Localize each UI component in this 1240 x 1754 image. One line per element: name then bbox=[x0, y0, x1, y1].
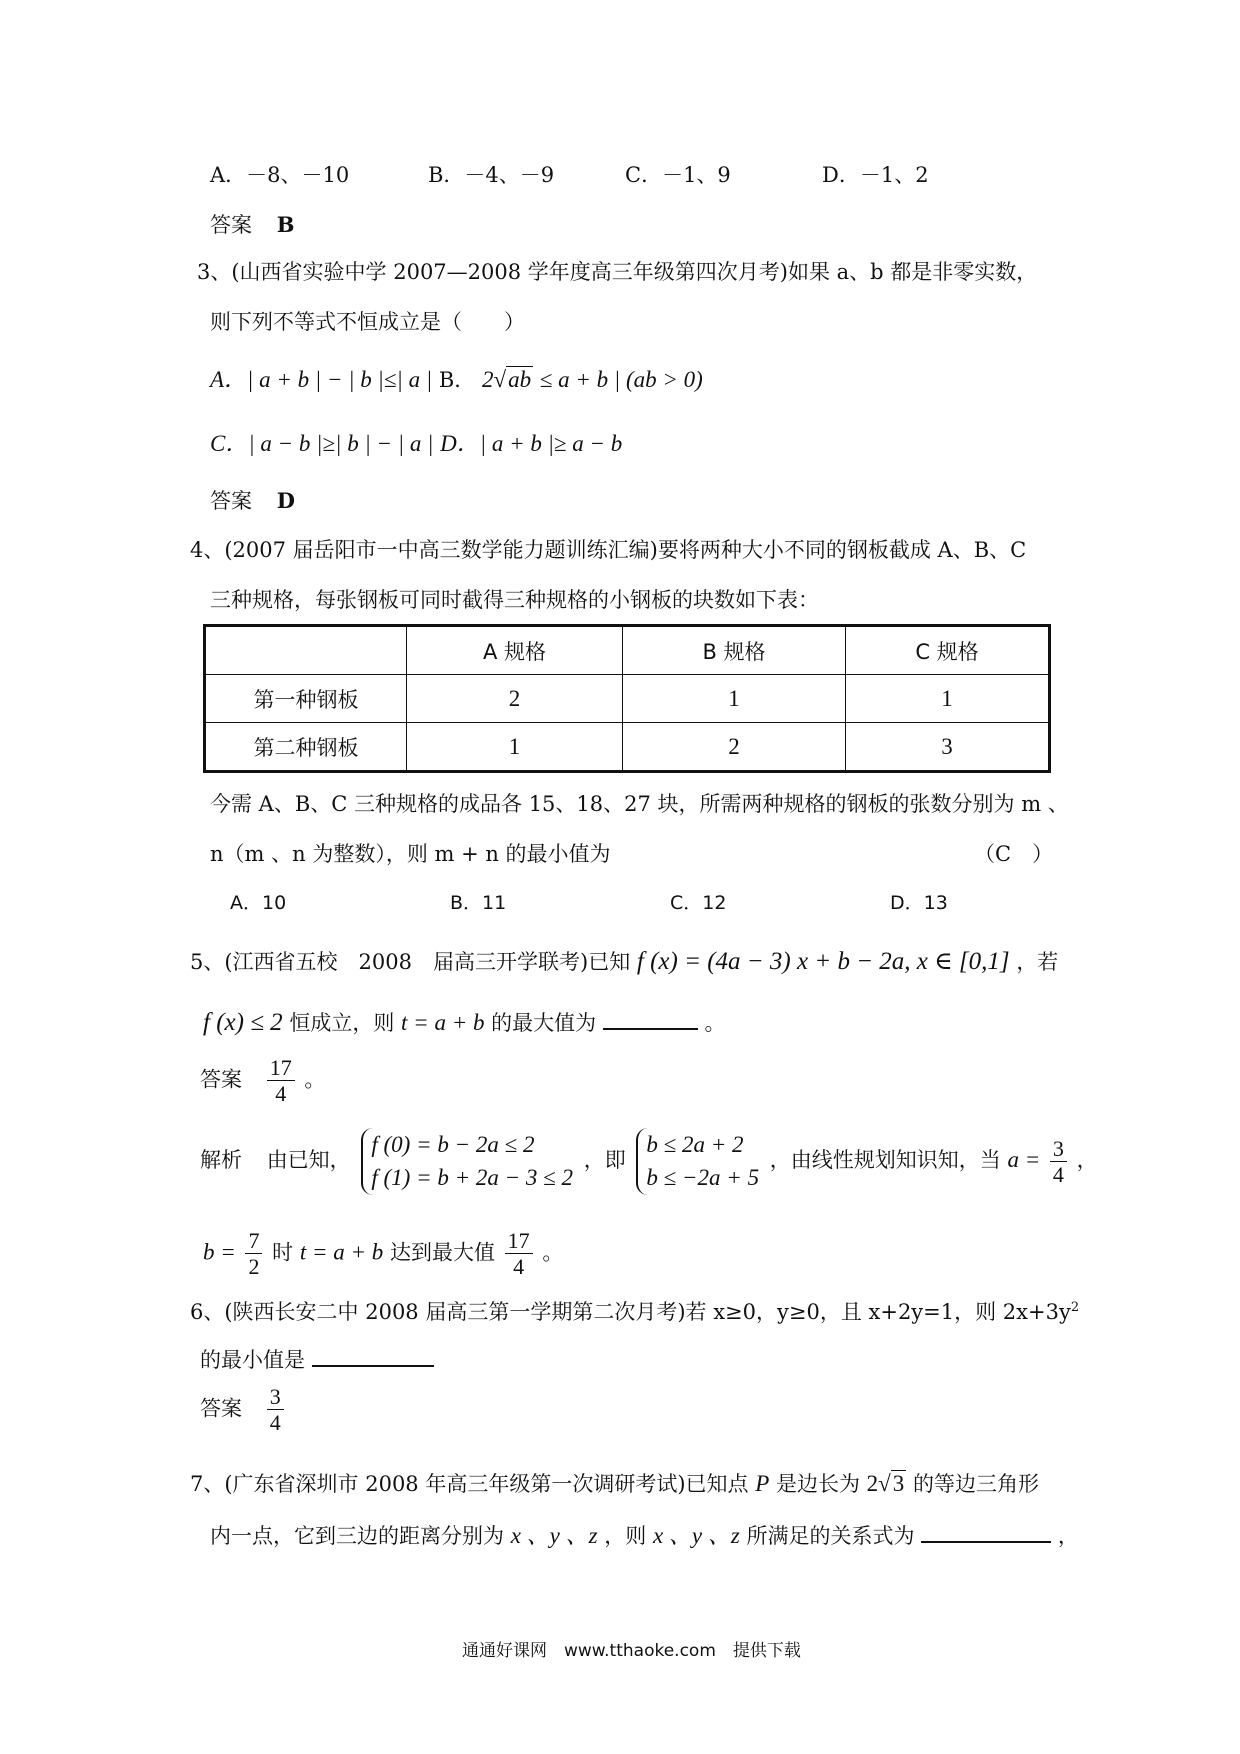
table-cell: 第二种钢板 bbox=[205, 723, 407, 772]
table-cell: 第一种钢板 bbox=[205, 675, 407, 723]
q5-stem-math: f (x) = (4a − 3) x + b − 2a, x ∈ [0,1] bbox=[636, 948, 1010, 975]
fraction-numerator: 3 bbox=[1050, 1136, 1067, 1162]
q5-target-math: t = a + b bbox=[401, 1010, 485, 1035]
page-footer: 通通好课网 www.tthaoke.com 提供下载 bbox=[462, 1641, 801, 1661]
q2-answer bbox=[210, 212, 294, 238]
q6-stem-line1 bbox=[190, 1300, 1079, 1325]
q4-option-b: B．11 bbox=[450, 892, 507, 914]
max-fraction bbox=[505, 1228, 533, 1280]
q7-line-end: ， bbox=[1057, 1524, 1079, 1548]
answer-label: 答案 bbox=[210, 213, 252, 237]
fraction-numerator: 3 bbox=[267, 1384, 284, 1410]
q5-target-text: 的最大值为 bbox=[491, 1011, 597, 1035]
q6-superscript: 2 bbox=[1070, 1300, 1080, 1315]
q6-answer bbox=[200, 1384, 287, 1436]
b-fraction bbox=[245, 1228, 262, 1280]
q7-stem-text: 的等边三角形 bbox=[912, 1472, 1039, 1496]
period: 。 bbox=[542, 1240, 564, 1265]
table-header-row bbox=[205, 626, 1050, 675]
q4-stem-line2: 三种规格，每张钢板可同时截得三种规格的小钢板的块数如下表： bbox=[210, 588, 819, 612]
table-cell: 1 bbox=[846, 675, 1050, 723]
answer-value: D bbox=[276, 488, 295, 513]
fraction-numerator: 17 bbox=[505, 1228, 533, 1254]
q7-stem-text: 内一点，它到三边的距离分别为 bbox=[210, 1524, 504, 1548]
answer-label: 答案 bbox=[210, 489, 252, 513]
t-expression: t = a + b bbox=[299, 1239, 384, 1265]
q4-stem-line1: 4、(2007 届岳阳市一中高三数学能力题训练汇编)要将两种大小不同的钢板截成 A、B、C bbox=[190, 538, 1027, 562]
answer-end: 。 bbox=[304, 1067, 326, 1092]
when-text: 时 bbox=[272, 1240, 294, 1265]
q7-stem-text: 7、(广东省深圳市 2008 年高三年级第一次调研考试)已知点 bbox=[190, 1472, 749, 1496]
q3-option-d: D．| a + b |≥ a − b bbox=[440, 431, 623, 456]
q4-after-line1: 今需 A、B、C 三种规格的成品各 15、18、27 块，所需两种规格的钢板的张数分别为 m 、 bbox=[210, 792, 1069, 816]
a-equals: a = bbox=[1007, 1146, 1041, 1172]
analysis-system-1 bbox=[361, 1128, 573, 1195]
q7-stem-text: 所满足的关系式为 bbox=[746, 1524, 915, 1548]
q5-stem-line2 bbox=[203, 1008, 726, 1038]
system-line: f (0) = b − 2a ≤ 2 bbox=[371, 1132, 535, 1157]
q3-option-b-sqrt: 2√ab bbox=[481, 367, 532, 392]
fraction-numerator: 7 bbox=[245, 1228, 262, 1254]
a-fraction bbox=[1050, 1136, 1067, 1188]
q4-option-a: A．10 bbox=[230, 892, 287, 914]
q7-variables: x 、y 、z bbox=[652, 1523, 740, 1548]
table-row bbox=[205, 723, 1050, 772]
q4-after-line2: n（m 、n 为整数），则 m + n 的最小值为 bbox=[210, 842, 611, 866]
q4-answer-paren: （C ） bbox=[974, 842, 1054, 866]
fraction-denominator: 2 bbox=[248, 1254, 260, 1280]
analysis-text: ，即 bbox=[583, 1147, 626, 1172]
answer-label: 答案 bbox=[200, 1396, 242, 1421]
fraction-denominator: 4 bbox=[275, 1081, 287, 1107]
side-radicand: 3 bbox=[892, 1471, 905, 1496]
q7-stem-text: ，则 bbox=[604, 1524, 647, 1548]
q7-stem-text: 是边长为 bbox=[775, 1472, 860, 1496]
fraction-denominator: 4 bbox=[513, 1254, 525, 1280]
reach-text: 达到最大值 bbox=[389, 1240, 495, 1265]
q3-stem-line2: 则下列不等式不恒成立是（ ） bbox=[210, 310, 525, 334]
q4-option-d: D．13 bbox=[890, 892, 948, 914]
analysis-text: 由已知， bbox=[266, 1147, 351, 1172]
q5-analysis bbox=[200, 1128, 1098, 1195]
q5-line-end: 。 bbox=[704, 1011, 726, 1035]
q2-option-c: C．－1、9 bbox=[625, 163, 731, 187]
table-cell: 2 bbox=[407, 675, 623, 723]
q3-answer bbox=[210, 488, 295, 514]
q5-condition-text: 恒成立，则 bbox=[289, 1011, 395, 1035]
q7-point-p: P bbox=[755, 1471, 770, 1496]
answer-value: B bbox=[276, 212, 295, 237]
table-header-cell: A 规格 bbox=[407, 626, 623, 675]
analysis-text: ，由线性规划知识知，当 bbox=[769, 1147, 1001, 1172]
steel-plate-table bbox=[203, 624, 1051, 773]
q7-stem-line1 bbox=[190, 1470, 1039, 1498]
q5-analysis-line2 bbox=[203, 1228, 563, 1280]
q3-option-b-label: B． bbox=[438, 368, 476, 392]
q2-option-a: A．－8、－10 bbox=[210, 163, 350, 187]
analysis-system-2 bbox=[636, 1128, 759, 1195]
table-header-cell: B 规格 bbox=[623, 626, 846, 675]
q7-answer-blank bbox=[921, 1541, 1051, 1543]
q3-option-a: A．| a + b | − | b |≤| a | bbox=[210, 367, 433, 392]
q5-stem-line1 bbox=[190, 947, 1058, 977]
q6-answer-blank bbox=[312, 1365, 434, 1367]
q2-option-b: B．－4、－9 bbox=[428, 163, 555, 187]
q6-stem-text: 6、(陕西长安二中 2008 届高三第一学期第二次月考)若 x≥0，y≥0，且 x+2y=1，则 2x+3y bbox=[190, 1300, 1071, 1324]
q5-condition-math: f (x) ≤ 2 bbox=[203, 1009, 283, 1036]
q6-stem-line2 bbox=[200, 1348, 434, 1373]
q3-option-c: C．| a − b |≥| b | − | a | bbox=[210, 431, 434, 456]
q6-stem-text: 的最小值是 bbox=[200, 1348, 305, 1372]
q7-variables: x 、y 、z bbox=[510, 1523, 598, 1548]
q7-stem-line2 bbox=[210, 1522, 1079, 1550]
table-cell: 1 bbox=[623, 675, 846, 723]
table-header-cell: C 规格 bbox=[846, 626, 1050, 675]
q3-option-b-expr: ≤ a + b | (ab > 0) bbox=[539, 367, 703, 392]
comma: ， bbox=[1076, 1147, 1098, 1172]
table-cell: 1 bbox=[407, 723, 623, 772]
q3-options-row2 bbox=[210, 430, 622, 458]
q5-stem-text-end: ，若 bbox=[1016, 950, 1059, 974]
analysis-label: 解析 bbox=[200, 1147, 242, 1172]
side-coefficient: 2 bbox=[866, 1471, 879, 1496]
system-line: f (1) = b + 2a − 3 ≤ 2 bbox=[371, 1165, 574, 1191]
table-header-cell bbox=[205, 626, 407, 675]
q3-stem-line1: 3、(山西省实验中学 2007—2008 学年度高三年级第四次月考)如果 a、b 都是非零实数， bbox=[197, 260, 1038, 284]
system-line: b ≤ 2a + 2 bbox=[646, 1132, 744, 1157]
q5-answer bbox=[200, 1055, 325, 1107]
answer-label: 答案 bbox=[200, 1067, 242, 1092]
answer-fraction bbox=[267, 1384, 284, 1436]
q5-answer-blank bbox=[603, 1028, 698, 1030]
fraction-denominator: 4 bbox=[269, 1410, 281, 1436]
system-line: b ≤ −2a + 5 bbox=[646, 1165, 760, 1191]
b-equals: b = bbox=[203, 1239, 236, 1265]
q4-option-c: C．12 bbox=[670, 892, 727, 914]
q2-option-d: D．－1、2 bbox=[822, 163, 929, 187]
fraction-denominator: 4 bbox=[1052, 1161, 1064, 1187]
table-cell: 2 bbox=[623, 723, 846, 772]
q5-stem-text: 5、(江西省五校 2008 届高三开学联考)已知 bbox=[190, 950, 631, 974]
table-cell: 3 bbox=[846, 723, 1050, 772]
fraction-numerator: 17 bbox=[267, 1055, 295, 1081]
answer-fraction bbox=[267, 1055, 295, 1107]
table-row bbox=[205, 675, 1050, 723]
q7-side-length: 2√3 bbox=[866, 1471, 905, 1496]
q3-options-row1 bbox=[210, 366, 703, 394]
